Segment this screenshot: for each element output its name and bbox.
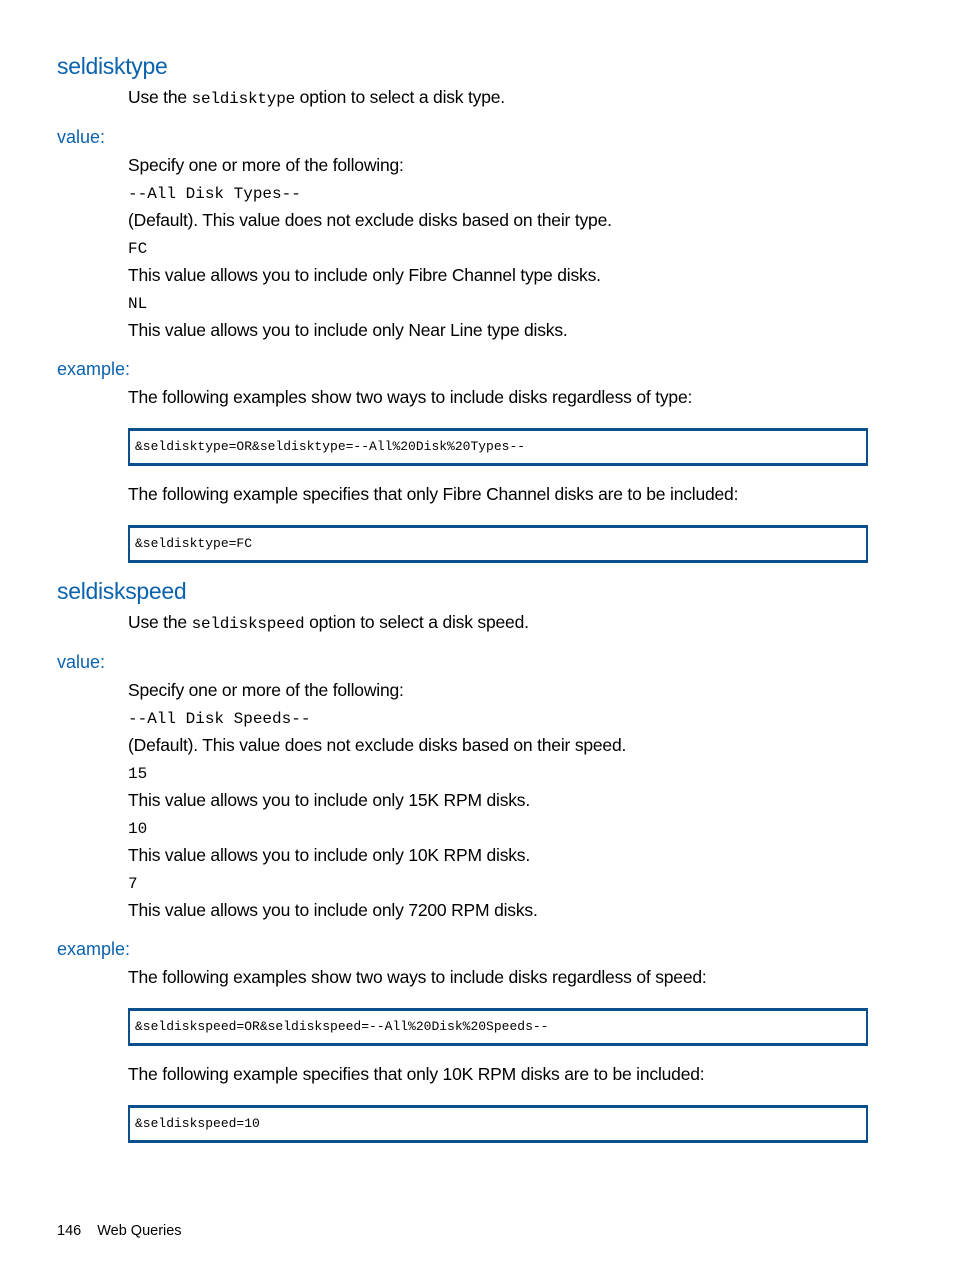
section-intro bbox=[128, 612, 529, 633]
intro-text-pre: Use the bbox=[128, 612, 192, 632]
value-code: --All Disk Speeds-- bbox=[128, 710, 311, 728]
value-code: NL bbox=[128, 295, 148, 313]
value-description: This value allows you to include only 15K RPM disks. bbox=[128, 790, 531, 810]
intro-text-post: option to select a disk speed. bbox=[304, 612, 529, 632]
code-line: &seldisktype=FC bbox=[135, 536, 253, 551]
value-intro: Specify one or more of the following: bbox=[128, 680, 404, 700]
code-line: &seldiskspeed=10 bbox=[135, 1116, 260, 1131]
value-heading: value: bbox=[57, 127, 106, 147]
example-text: The following examples show two ways to include disks regardless of speed: bbox=[128, 967, 707, 987]
value-code: --All Disk Types-- bbox=[128, 185, 301, 203]
code-block bbox=[128, 525, 868, 563]
value-heading: value: bbox=[57, 652, 106, 672]
page-footer bbox=[57, 1223, 182, 1239]
code-block bbox=[128, 1105, 868, 1143]
intro-option-code: seldiskspeed bbox=[191, 615, 305, 633]
intro-option-code: seldisktype bbox=[191, 90, 295, 108]
intro-text-pre: Use the bbox=[128, 87, 192, 107]
page-number: 146 bbox=[57, 1223, 82, 1239]
value-description: This value allows you to include only Near Line type disks. bbox=[128, 320, 568, 340]
value-description: This value allows you to include only Fibre Channel type disks. bbox=[128, 265, 601, 285]
section-title-seldisktype: seldisktype bbox=[57, 53, 168, 79]
example-heading: example: bbox=[57, 359, 131, 379]
example-text: The following examples show two ways to include disks regardless of type: bbox=[128, 387, 693, 407]
code-line: &seldiskspeed=OR&seldiskspeed=--All%20Disk%20Speeds-- bbox=[135, 1019, 549, 1034]
value-code: 7 bbox=[128, 875, 138, 893]
value-description: (Default). This value does not exclude disks based on their speed. bbox=[128, 735, 627, 755]
code-block bbox=[128, 428, 868, 466]
example-text: The following example specifies that only 10K RPM disks are to be included: bbox=[128, 1064, 705, 1084]
value-code: 15 bbox=[128, 765, 148, 783]
value-description: (Default). This value does not exclude disks based on their type. bbox=[128, 210, 612, 230]
code-block bbox=[128, 1008, 868, 1046]
example-heading: example: bbox=[57, 939, 131, 959]
section-intro bbox=[128, 87, 505, 108]
intro-text-post: option to select a disk type. bbox=[295, 87, 505, 107]
example-text: The following example specifies that only Fibre Channel disks are to be included: bbox=[128, 484, 739, 504]
value-description: This value allows you to include only 7200 RPM disks. bbox=[128, 900, 538, 920]
value-description: This value allows you to include only 10K RPM disks. bbox=[128, 845, 531, 865]
value-code: 10 bbox=[128, 820, 148, 838]
value-intro: Specify one or more of the following: bbox=[128, 155, 404, 175]
footer-section-name: Web Queries bbox=[97, 1223, 182, 1239]
code-line: &seldisktype=OR&seldisktype=--All%20Disk%20Types-- bbox=[135, 439, 526, 454]
section-title-seldiskspeed: seldiskspeed bbox=[57, 578, 187, 604]
value-code: FC bbox=[128, 240, 148, 258]
